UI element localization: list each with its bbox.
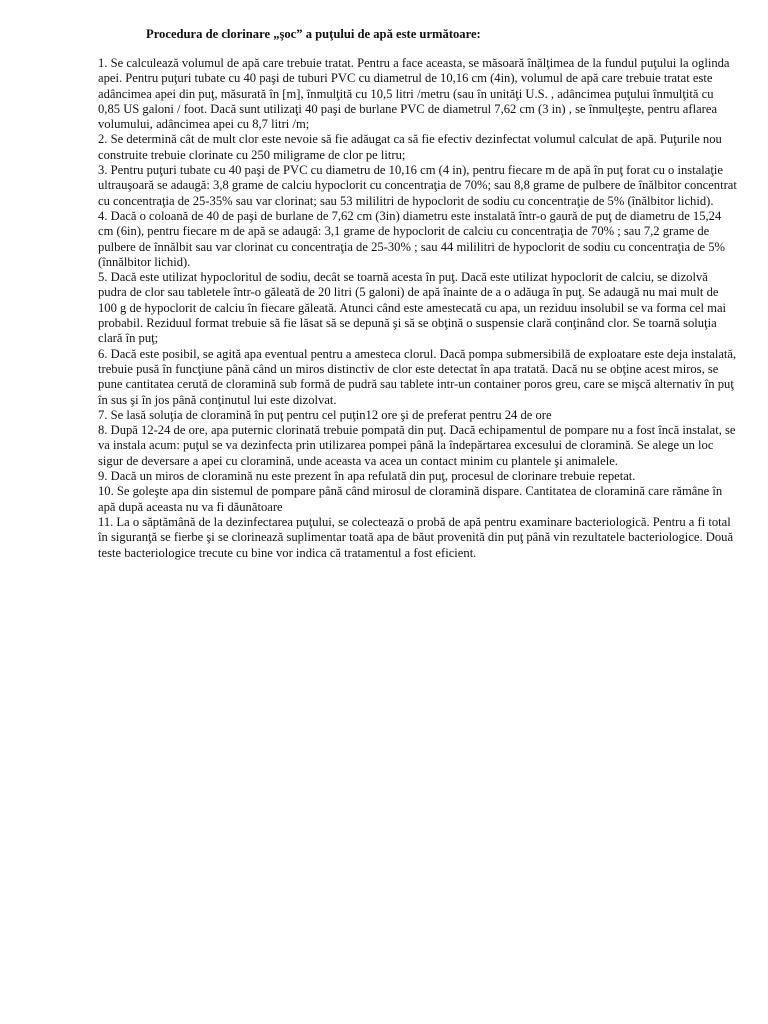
procedure-step-7: 7. Se lasă soluţia de cloramină în puţ pentru cel puţin12 ore şi de preferat pentru 24 de ore (98, 407, 552, 422)
document-page (98, 26, 738, 561)
procedure-step-10: 10. Se goleşte apa din sistemul de pompare până când mirosul de cloramină dispare. Cantitatea de cloramină care rămâne în apă după aceasta nu va fi dăunătoare (98, 484, 723, 514)
procedure-step-1: 1. Se calculează volumul de apă care trebuie tratat. Pentru a face aceasta, se măsoară înălţimea de la fundul puţului la oglinda apei. Pentru puţuri tubate cu 40 paşi de tuburi PVC cu diametrul de 10,16 cm (4in), volumul de apă care trebuie tratat este adâncimea apei din puţ, măsurată în [m], înmulţită cu 10,5 litri /metru (sau în unităţi U.S. , adâncimea puţului înmulţită cu 0,85 US galoni / foot. Dacă sunt utilizaţi 40 paşi de burlane PVC de diametrul 7,62 cm (3 in) , se înmulţeşte, pentru aflarea volumului, adâncimea apei cu 8,7 litri /m; (98, 56, 730, 132)
procedure-step-11: 11. La o săptămână de la dezinfectarea puţului, se colectează o probă de apă pentru examinare bacteriologică. Pentru a fi total în siguranţă se fierbe şi se clorinează suplimentar toată apa de băut provenită din puţ până vin rezultatele bacteriologice. Două teste bacteriologice trecute cu bine vor indica că tratamentul a fost eficient. (98, 514, 734, 560)
procedure-step-6: 6. Dacă este posibil, se agită apa eventual pentru a amesteca clorul. Dacă pompa submersibilă de exploatare este deja instalată, trebuie pusă în funcţiune până când un miros distinctiv de clor este detectat în apa tratată. Dacă nu se obţine acest miros, se pune cantitatea cerută de cloramină sub formă de pudră sau tablete intr-un container poros greu, care se mişcă alternativ în puţ în sus şi în jos până conţinutul lui este dizolvat. (98, 346, 737, 407)
procedure-step-2: 2. Se determină cât de mult clor este nevoie să fie adăugat ca să fie efectiv dezinfectat volumul calculat de apă. Puţurile nou construite trebuie clorinate cu 250 miligrame de clor pe litru; (98, 132, 722, 162)
procedure-step-8: 8. După 12-24 de ore, apa puternic clorinată trebuie pompată din puţ. Dacă echipamentul de pompare nu a fost încă instalat, se va instala acum: puţul se va dezinfecta prin utilizarea pompei până la îndepărtarea excesului de cloramină. Se alege un loc sigur de deversare a apei cu cloramină, unde aceasta va acea un contact minim cu plantele şi animalele. (98, 423, 736, 468)
procedure-step-5: 5. Dacă este utilizat hypocloritul de sodiu, decât se toarnă acesta în puţ. Dacă este utilizat hypoclorit de calciu, se dizolvă pudra de clor sau tabletele într-o găleată de 20 litri (5 galoni) de apă înainte de a o adăuga în puţ. Se adaugă nu mai mult de 100 g de hypoclorit de calciu în fiecare găleată. Atunci când este amestecată cu apa, un reziduu insolubil se va forma cel mai probabil. Reziduul format trebuie să fie lăsat să se depună şi să se obţină o suspensie clară conţinând clor. Se toarnă soluţia clară în puţ; (98, 270, 727, 346)
procedure-step-3: 3. Pentru puţuri tubate cu 40 paşi de PVC cu diametru de 10,16 cm (4 in), pentru fiecare m de apă în puţ forat cu o instalaţie ultrauşoară se adaugă: 3,8 grame de calciu hypoclorit cu concentraţia de 70%; sau 8,8 grame de pulbere de înălbitor concentrat cu concentraţia de 25-35% sau var clorinat; sau 53 mililitri de hypoclorit de sodiu cu concentraţie de 5% (înălbitor lichid). (98, 163, 737, 208)
document-title: Procedura de clorinare „şoc” a puţului de apă este următoare: (146, 27, 481, 41)
procedure-step-4: 4. Dacă o coloană de 40 de paşi de burlane de 7,62 cm (3in) diametru este instalată într-o gaură de puţ de diametru de 15,24 cm (6in), pentru fiecare m de apă se adaugă: 3,1 grame de hypoclorit de calciu cu concentraţia de 70% ; sau 7,2 grame de pulbere de înnălbit sau var clorinat cu concentraţia de 25-30% ; sau 44 mililitri de hypoclorit de sodiu cu concentraţia de 5% (înnălbitor lichid). (98, 208, 726, 269)
procedure-step-9: 9. Dacă un miros de cloramină nu este prezent în apa refulată din puţ, procesul de clorinare trebuie repetat. (98, 469, 636, 484)
procedure-list (98, 56, 738, 561)
